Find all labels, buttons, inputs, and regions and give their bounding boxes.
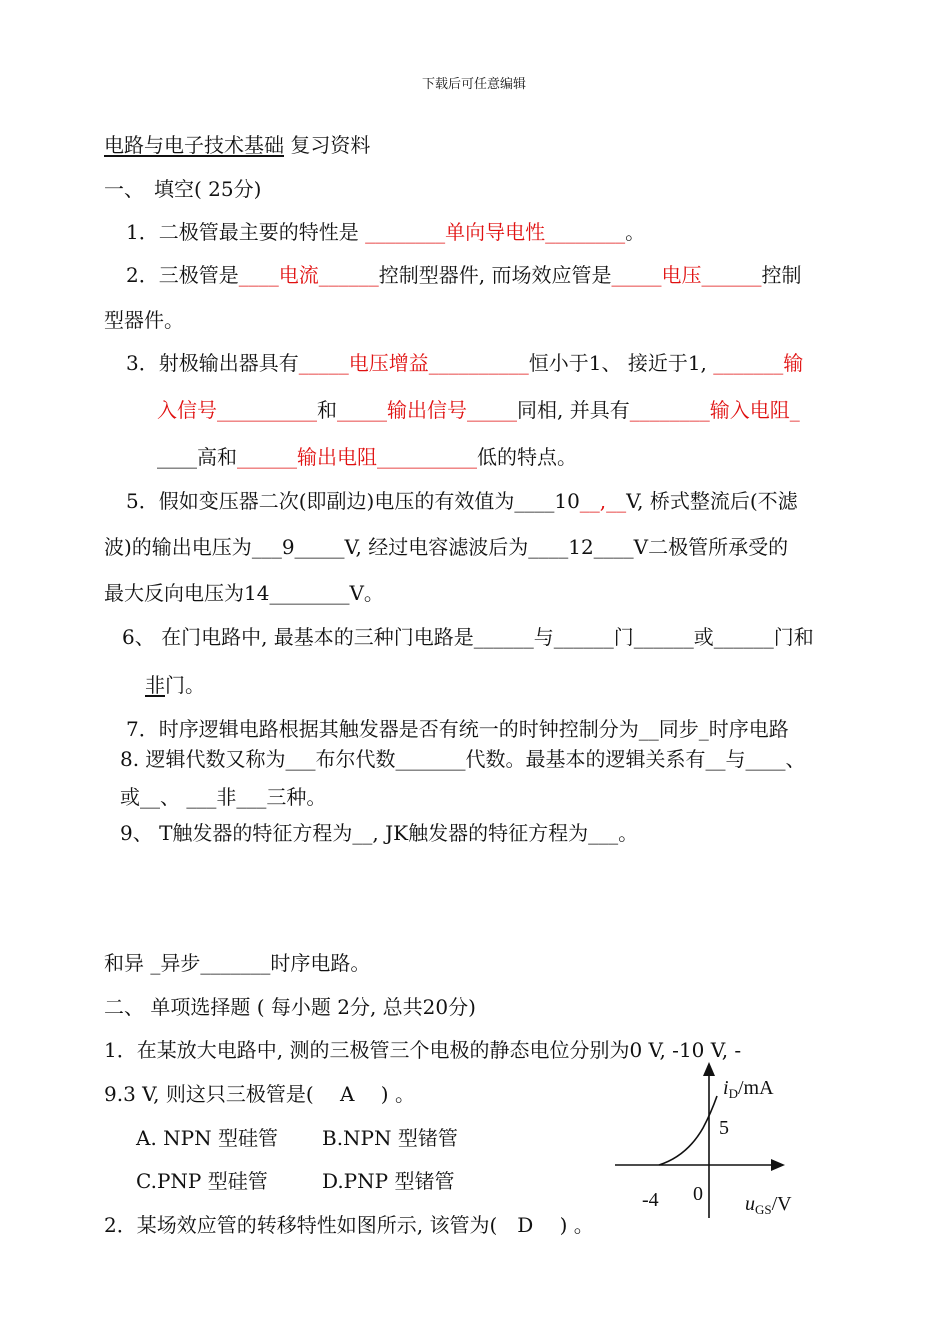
title-course: 电路与电子技术基础 xyxy=(104,133,284,157)
question-2 xyxy=(126,262,801,288)
question-8 xyxy=(120,746,805,772)
question-3-line-3 xyxy=(157,444,577,470)
question-7 xyxy=(126,716,789,742)
q5-answer-1b: __,__ xyxy=(579,489,627,513)
x-axis-arrow xyxy=(771,1159,785,1171)
section-heading-choice: 二、 单项选择题 ( 每小题 2分, 总共20分) xyxy=(104,995,476,1019)
q3-answer-2b: 入信号__________ xyxy=(157,398,317,422)
q8-answer-3: 或__ xyxy=(120,785,160,809)
page-header: 下载后可任意编辑 xyxy=(422,77,527,92)
q9-mid: , JK触发器的特征方程为 xyxy=(372,821,589,845)
question-6-line-2 xyxy=(145,672,205,698)
choice-1-options-row-1 xyxy=(136,1125,458,1151)
question-5 xyxy=(126,488,798,514)
choice-1-line-2: 9.3 V, 则这只三极管是( A ) 。 xyxy=(104,1082,415,1106)
question-3-line-2 xyxy=(157,397,800,423)
q3-high: 高和 xyxy=(197,445,237,469)
q7-post: 时序电路 xyxy=(708,717,789,741)
q6-post: 门和 xyxy=(773,625,814,649)
q8-l2-post: 三种。 xyxy=(266,785,327,809)
q5-text: 5．假如变压器二次(即副边)电压的有效值为 xyxy=(126,489,515,513)
option-a: A. NPN 型硅管 xyxy=(136,1126,278,1150)
q7-text: 7．时序逻辑电路根据其触发器是否有统一的时钟控制分为 xyxy=(126,717,639,741)
q7-answer: __同步_ xyxy=(638,717,709,741)
q5-l2-text: 波)的输出电压为 xyxy=(104,535,252,559)
question-6 xyxy=(122,624,814,650)
transfer-characteristic-figure xyxy=(605,1058,805,1228)
q1-text: 1．二极管最主要的特性是 xyxy=(126,220,366,244)
document-title xyxy=(104,132,370,158)
question-3 xyxy=(126,350,803,376)
q3-answer-4: ________输入电阻_ xyxy=(629,398,800,422)
q8-answer-2: __与____ xyxy=(705,747,786,771)
option-b: B.NPN 型锗管 xyxy=(322,1126,458,1150)
q6-l2-post: 门。 xyxy=(165,673,205,697)
q7b-text: 和异 xyxy=(104,951,151,975)
q5-post: V, 桥式整流后(不滤 xyxy=(626,489,798,513)
q6-answer-3: 非 xyxy=(145,673,165,697)
choice-2-line-1: 2．某场效应管的转移特性如图所示, 该管为( D ) 。 xyxy=(104,1213,594,1237)
q5-l3-post: V。 xyxy=(349,581,384,605)
q6-answer-1: ______与______ xyxy=(473,625,614,649)
q3-answer-2a: _______输 xyxy=(713,351,804,375)
q9-answer-1: __ xyxy=(352,821,373,845)
q3-answer-3: _____输出信号_____ xyxy=(337,398,517,422)
x-axis-label: $u_{GS}/V$ xyxy=(745,1193,792,1217)
q9-post: 。 xyxy=(618,821,639,845)
q2-answer-2: _____电压______ xyxy=(611,263,762,287)
q8-text: 8. 逻辑代数又称为 xyxy=(120,747,286,771)
question-5-line-2 xyxy=(104,534,788,560)
q8-answer-1: ___布尔代数_______ xyxy=(285,747,466,771)
q7b-post: 时序电路。 xyxy=(270,951,371,975)
q2-mid: 控制型器件, 而场效应管是 xyxy=(378,263,612,287)
q3-end: 低的特点。 xyxy=(477,445,577,469)
q3-mid2: 同相, 并具有 xyxy=(517,398,630,422)
q1-post: 。 xyxy=(625,220,646,244)
q8-answer-4: ___非___ xyxy=(186,785,267,809)
q3-answer-5: ______输出电阻__________ xyxy=(237,445,477,469)
q2-post: 控制 xyxy=(761,263,802,287)
y-axis-label: $i_D/mA$ xyxy=(723,1077,774,1101)
q8-post: 、 xyxy=(785,747,806,771)
q9-answer-2: ___ xyxy=(588,821,619,845)
q3-blank: ____ xyxy=(157,445,197,469)
q3-and: 和 xyxy=(317,398,337,422)
question-1 xyxy=(126,219,645,245)
q2-answer-1: ____电流______ xyxy=(238,263,379,287)
option-d: D.PNP 型锗管 xyxy=(322,1169,455,1193)
q2-text: 2．三极管是 xyxy=(126,263,239,287)
q6-text: 6、 在门电路中, 最基本的三种门电路是 xyxy=(122,625,474,649)
q3-answer-1: _____电压增益__________ xyxy=(298,351,529,375)
q5-answer-2: ___9_____ xyxy=(251,535,345,559)
q5-answer-3: ____12____ xyxy=(528,535,634,559)
q1-answer: ________单向导电性________ xyxy=(365,220,626,244)
q9-text: 9、 T触发器的特征方程为 xyxy=(120,821,353,845)
question-7-cont xyxy=(104,950,370,976)
y-axis-arrow xyxy=(703,1062,715,1076)
q6-answer-2: ______或______ xyxy=(633,625,774,649)
question-9 xyxy=(120,820,638,846)
choice-1-line-1: 1．在某放大电路中, 测的三极管三个电极的静态电位分别为0 V, -10 V, - xyxy=(104,1038,742,1062)
q5-answer-4: ________ xyxy=(269,581,350,605)
x-tick-label: -4 xyxy=(642,1189,659,1211)
q5-l3-text: 最大反向电压为14 xyxy=(104,581,270,605)
question-8-line-2 xyxy=(120,784,326,810)
q8-mid: 代数。最基本的逻辑关系有 xyxy=(465,747,706,771)
section-heading-fill: 一、 填空( 25分) xyxy=(104,177,262,201)
q3-text: 3．射极输出器具有 xyxy=(126,351,299,375)
choice-1-options-row-2 xyxy=(136,1168,454,1194)
origin-label: 0 xyxy=(693,1183,703,1205)
q7b-answer: _异步_______ xyxy=(150,951,271,975)
q6-mid: 门 xyxy=(613,625,634,649)
q8-l2-mid: 、 xyxy=(160,785,187,809)
title-rest: 复习资料 xyxy=(284,133,371,157)
option-c: C.PNP 型硅管 xyxy=(136,1169,268,1193)
q5-l2-post: V二极管所承受的 xyxy=(633,535,789,559)
q5-l2-mid: V, 经过电容滤波后为 xyxy=(344,535,529,559)
question-5-line-3 xyxy=(104,580,384,606)
q3-mid: 恒小于1、 接近于1, xyxy=(528,351,714,375)
question-2-cont: 型器件。 xyxy=(104,308,184,332)
y-tick-label: 5 xyxy=(719,1117,729,1139)
q5-answer-1: ____10 xyxy=(514,489,580,513)
